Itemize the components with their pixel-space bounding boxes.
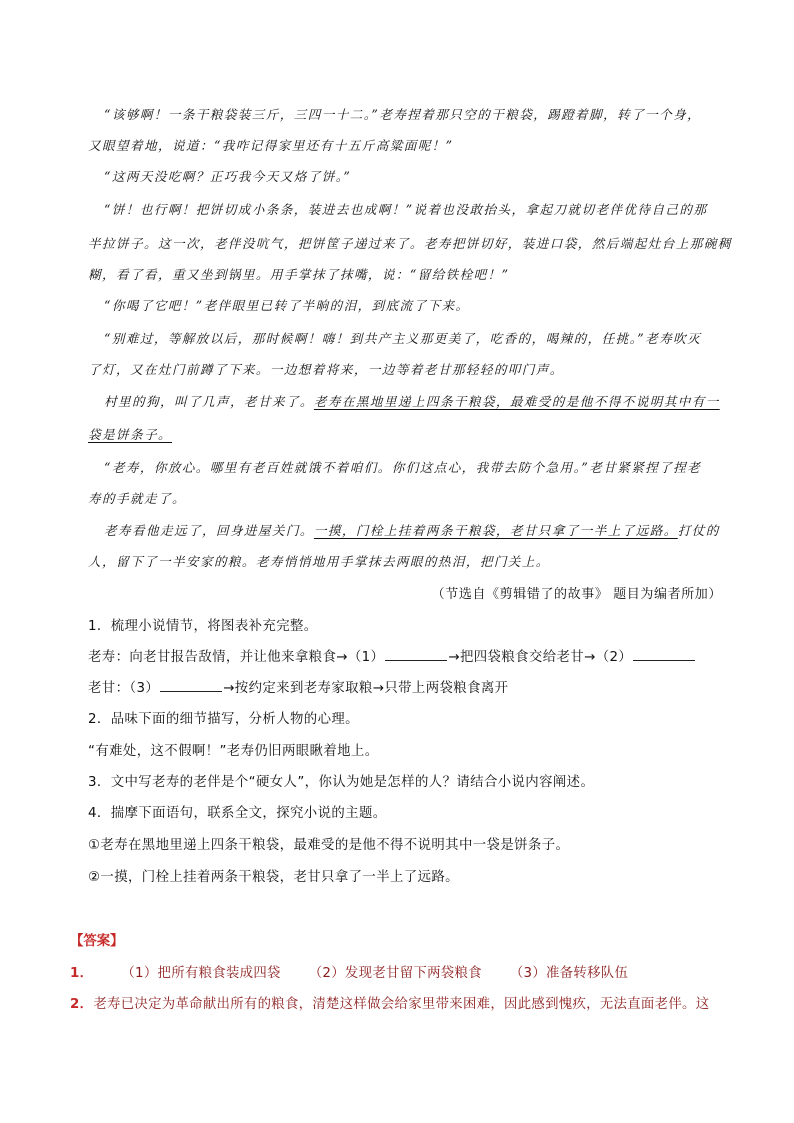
question-3: 3．文中写老寿的老伴是个“硬女人”，你认为她是怎样的人？请结合小说内容阐述。 (88, 775, 595, 790)
story-paragraph-5 (104, 328, 722, 347)
story-text: “饼！也行啊！把饼切成小条条，装进去也成啊！”说着也没敢抬头，拿起刀就切老伴优待自己的那 (104, 202, 708, 217)
answer-blank-3 (160, 679, 222, 692)
story-paragraph-8-cont (88, 551, 722, 570)
story-text: “该够啊！一条干粮袋装三斤，三四一十二。”老寿捏着那只空的干粮袋，踢蹬着脚，转了一个身， (104, 107, 702, 122)
question-1: 1．梳理小说情节，将图表补充完整。 (88, 619, 318, 634)
story-text: 村里的狗，叫了几声，老甘来了。 (104, 394, 314, 409)
answer-2 (70, 993, 734, 1012)
answer-1-part-1: （1）把所有粮食装成四袋 (121, 966, 281, 981)
story-paragraph-3-cont2 (88, 264, 722, 283)
story-paragraph-3-cont (88, 233, 732, 252)
story-paragraph-1-cont (88, 135, 722, 154)
story-paragraph-2 (104, 166, 722, 185)
story-paragraph-6-cont (88, 424, 722, 443)
flow-text: 老寿：向老甘报告敌情，并让他来拿粮食→（1） (88, 650, 385, 665)
story-paragraph-4 (104, 295, 722, 314)
story-text: “老寿，你放心。哪里有老百姓就饿不着咱们。你们这点心，我带去防个急用。”老甘紧紧捏了捏老 (104, 460, 702, 475)
question-2-quote: “有难处，这不假啊！”老寿仍旧两眼瞅着地上。 (88, 744, 379, 759)
story-text: 老寿看他走远了，回身进屋关门。 (104, 523, 314, 538)
story-text: “你喝了它吧！”老伴眼里已转了半晌的泪，到底流了下来。 (104, 298, 470, 313)
story-paragraph-7-cont (88, 488, 722, 507)
story-text: 又眼望着地，说道：“我咋记得家里还有十五斤高粱面呢！” (88, 138, 454, 153)
story-text: “别难过，等解放以后，那时候啊！嗨！到共产主义那更美了，吃香的，喝辣的，任挑。”老寿吹灭 (104, 331, 702, 346)
story-text: 了灯，又在灶门前蹲了下来。一边想着将来，一边等着老甘那轻轻的叩门声。 (88, 362, 564, 377)
answer-number: 2． (70, 997, 94, 1012)
answer-blank-1 (385, 648, 447, 661)
source-note: （节选自《剪辑错了的故事》 题目为编者所加） (431, 587, 722, 602)
underlined-sentence-2: 一摸，门栓上挂着两条干粮袋，老甘只拿了一半上了远路。 (313, 523, 678, 538)
question-4-item-1: ①老寿在黑地里递上四条干粮袋，最难受的是他不得不说明其中一袋是饼条子。 (88, 838, 570, 853)
answer-number: 1． (70, 966, 94, 981)
answer-1-part-2: （2）发现老甘留下两袋粮食 (308, 966, 482, 981)
story-text: “这两天没吃啊？正巧我今天又烙了饼。” (104, 169, 352, 184)
story-text: 打仗的 (677, 523, 720, 538)
story-paragraph-3 (104, 199, 722, 218)
answer-header: 【答案】 (70, 934, 124, 949)
story-text: 人，留下了一半安家的粮。老寿悄悄地用手掌抹去两眼的热泪，把门关上。 (88, 554, 550, 569)
question-2: 2．品味下面的细节描写，分析人物的心理。 (88, 712, 359, 727)
flow-text: 老甘：（3） (88, 681, 160, 696)
story-paragraph-8 (104, 520, 722, 539)
question-1-flow-laoshou (88, 646, 722, 665)
question-4-item-2: ②一摸，门栓上挂着两条干粮袋，老甘只拿了一半上了远路。 (88, 870, 459, 885)
underlined-sentence-1-cont: 袋是饼条子。 (88, 427, 172, 442)
answer-1-part-3: （3）准备转移队伍 (509, 966, 629, 981)
question-4: 4．揣摩下面语句，联系全文，探究小说的主题。 (88, 806, 387, 821)
story-paragraph-1 (104, 104, 722, 123)
story-text: 半拉饼子。这一次，老伴没吭气，把饼筐子递过来了。老寿把饼切好，装进口袋，然后端起灶台上那碗稠 (88, 236, 732, 251)
question-1-flow-laogan (88, 677, 722, 696)
underlined-sentence-1: 老寿在黑地里递上四条干粮袋，最难受的是他不得不说明其中有一 (313, 394, 720, 409)
story-paragraph-5-cont (88, 359, 722, 378)
flow-text: →把四袋粮食交给老甘→（2） (448, 650, 633, 665)
answer-2-text: 老寿已决定为革命献出所有的粮食，清楚这样做会给家里带来困难，因此感到愧疚，无法直面老伴。这 (93, 997, 710, 1012)
story-paragraph-6 (104, 391, 722, 410)
flow-text: →按约定来到老寿家取粮→只带上两袋粮食离开 (223, 681, 509, 696)
answer-1 (70, 962, 722, 981)
story-text: 糊，看了看，重又坐到锅里。用手掌抹了抹嘴，说：“留给铁栓吧！” (88, 267, 510, 282)
story-text: 寿的手就走了。 (88, 491, 186, 506)
story-paragraph-7 (104, 457, 722, 476)
answer-blank-2 (633, 648, 695, 661)
